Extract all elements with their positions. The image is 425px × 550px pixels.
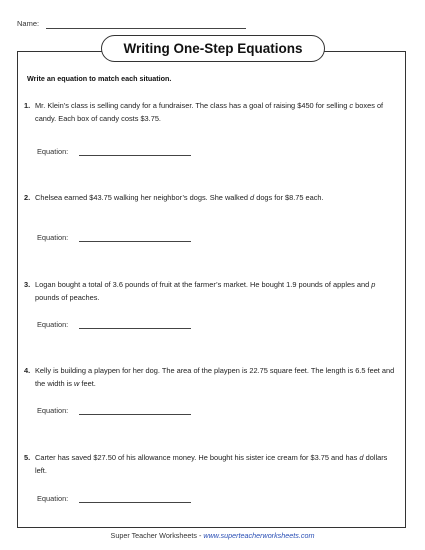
question-number: 3. [24,280,31,289]
equation-answer-line-3[interactable] [79,328,191,329]
instructions: Write an equation to match each situation. [27,74,172,83]
equation-label-4: Equation: [37,406,69,415]
name-blank-line[interactable] [46,28,246,29]
question-text: Carter has saved $27.50 of his allowance money. He bought his sister ice cream for $3.75 and has d dollars left. [35,453,388,475]
question-text: Logan bought a total of 3.6 pounds of fruit at the farmer’s market. He bought 1.9 pounds of apples and p pounds of peaches. [35,280,376,302]
question-text: Mr. Klein’s class is selling candy for a fundraiser. The class has a goal of raising $450 for selling c boxes of candy. Each box of candy costs $3.75. [35,101,384,123]
equation-answer-line-4[interactable] [79,414,191,415]
equation-answer-line-1[interactable] [79,155,191,156]
question-number: 4. [24,366,31,375]
question-number: 1. [24,101,31,110]
equation-answer-line-5[interactable] [79,502,191,503]
name-label: Name: [17,19,40,28]
variable: d [359,453,364,462]
equation-answer-line-2[interactable] [79,241,191,242]
question-text: Chelsea earned $43.75 walking her neighbor’s dogs. She walked d dogs for $8.75 each. [35,193,324,202]
equation-label-3: Equation: [37,320,69,329]
variable: d [250,193,255,202]
footer [0,531,425,540]
question-number: 5. [24,453,31,462]
equation-label-1: Equation: [37,147,69,156]
variable: p [371,280,376,289]
variable: w [74,379,80,388]
question-number: 2. [24,193,31,202]
equation-label-2: Equation: [37,233,69,242]
question-text: Kelly is building a playpen for her dog. The area of the playpen is 22.75 square feet. The length is 6.5 feet and the width is w feet. [35,366,395,388]
footer-url-link[interactable]: www.superteacherworksheets.com [203,531,315,540]
equation-label-5: Equation: [37,494,69,503]
variable: c [349,101,354,110]
footer-brand: Super Teacher Worksheets [110,531,197,540]
worksheet-title: Writing One-Step Equations [101,35,325,62]
footer-separator: - [196,531,204,540]
name-row [17,19,39,28]
